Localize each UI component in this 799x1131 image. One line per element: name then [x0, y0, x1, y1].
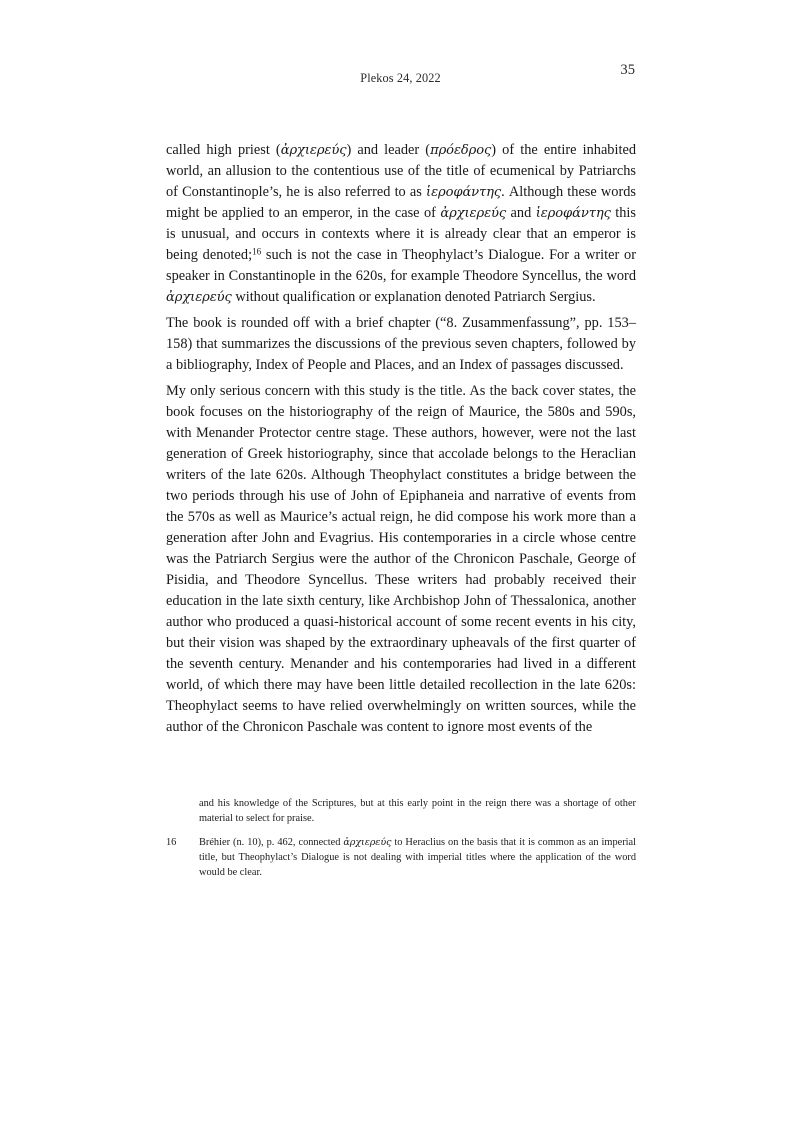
greek-term: ἱεροφάντης — [426, 185, 502, 201]
footnote-reference: 16 — [252, 246, 262, 257]
greek-term: ἀρχιερεύς — [166, 290, 232, 306]
greek-term: πρόεδρος — [430, 143, 492, 158]
paragraph: The book is rounded off with a brief chapter (“8. Zusammenfassung”, pp. 153–158) that summarizes the discussions of the previous seven chapters, followed by a bibliography, Index of People and Places, and an Index of passages discussed. — [166, 314, 636, 374]
footnote-number: 16 — [166, 837, 177, 849]
footnote-area — [166, 796, 636, 880]
paragraph: called high priest (ἀρχιερεύς) and leader (πρόεδρος) of the entire inhabited world, an allusion to the contentious use of the title of ecumenical by Patriarchs of Constantinople’s, he is also referred to as ἱεροφάντης. Although these words might be applied to an emperor, in the case of ἀρχιερεύς and ἱεροφάντης this is unusual, and occurs in contexts where it is already clear that an emperor is being denoted;$^{16}$ such is not the case in Theophylact’s Dialogue. For a writer or speaker in Constantinople in the 620s, for example Theodore Syncellus, the word ἀρχιερεύς without qualification or explanation denoted Patriarch Sergius. — [166, 142, 636, 306]
greek-term: ἀρχιερεύς — [440, 206, 507, 222]
body-text-block — [166, 140, 636, 739]
footnote-continuation: and his knowledge of the Scriptures, but at this early point in the reign there was a shortage of other material to select for praise. — [199, 798, 636, 825]
footnote-text: Bréhier (n. 10), p. 462, connected ἀρχιερεύς to Heraclius on the basis that it is common as an imperial title, but Theophylact’s Dialogue is not dealing with imperial titles where the application of the word would be clear. — [199, 837, 636, 879]
footnote-item — [166, 835, 636, 880]
greek-term: ἱεροφάντης — [535, 206, 611, 222]
running-head — [166, 62, 635, 89]
greek-term: ἀρχιερεύς — [343, 837, 392, 849]
greek-term: ἀρχιερεύς — [280, 143, 347, 158]
journal-title: Plekos 24, 2022 — [360, 71, 441, 85]
page-number: 35 — [620, 62, 635, 78]
paragraph: My only serious concern with this study is the title. As the back cover states, the book focuses on the historiography of the reign of Maurice, the 580s and 590s, with Menander Protector centre stage. These authors, however, were not the last generation of Greek historiography, since that accolade belongs to the Heraclian writers of the late 620s. Although Theophylact constitutes a bridge between the two periods through his use of John of Epiphaneia and narrative of events from the 570s as well as Maurice’s actual reign, he did compose his work more than a generation after John and Evagrius. His contemporaries in a circle whose centre was the Patriarch Sergius were the author of the Chronicon Paschale, George of Pisidia, and Theodore Syncellus. These writers had probably received their education in the late sixth century, like Archbishop John of Thessalonica, another author who produced a quasi-historical account of some recent events in his city, but their vision was shaped by the extraordinary upheavals of the first quarter of the seventh century. Menander and his contemporaries had lived in a different world, of which there may have been little detailed recollection in the late 620s: Theophylact seems to have relied overwhelmingly on written sources, while the author of the Chronicon Paschale was content to ignore most events of the — [166, 382, 636, 736]
